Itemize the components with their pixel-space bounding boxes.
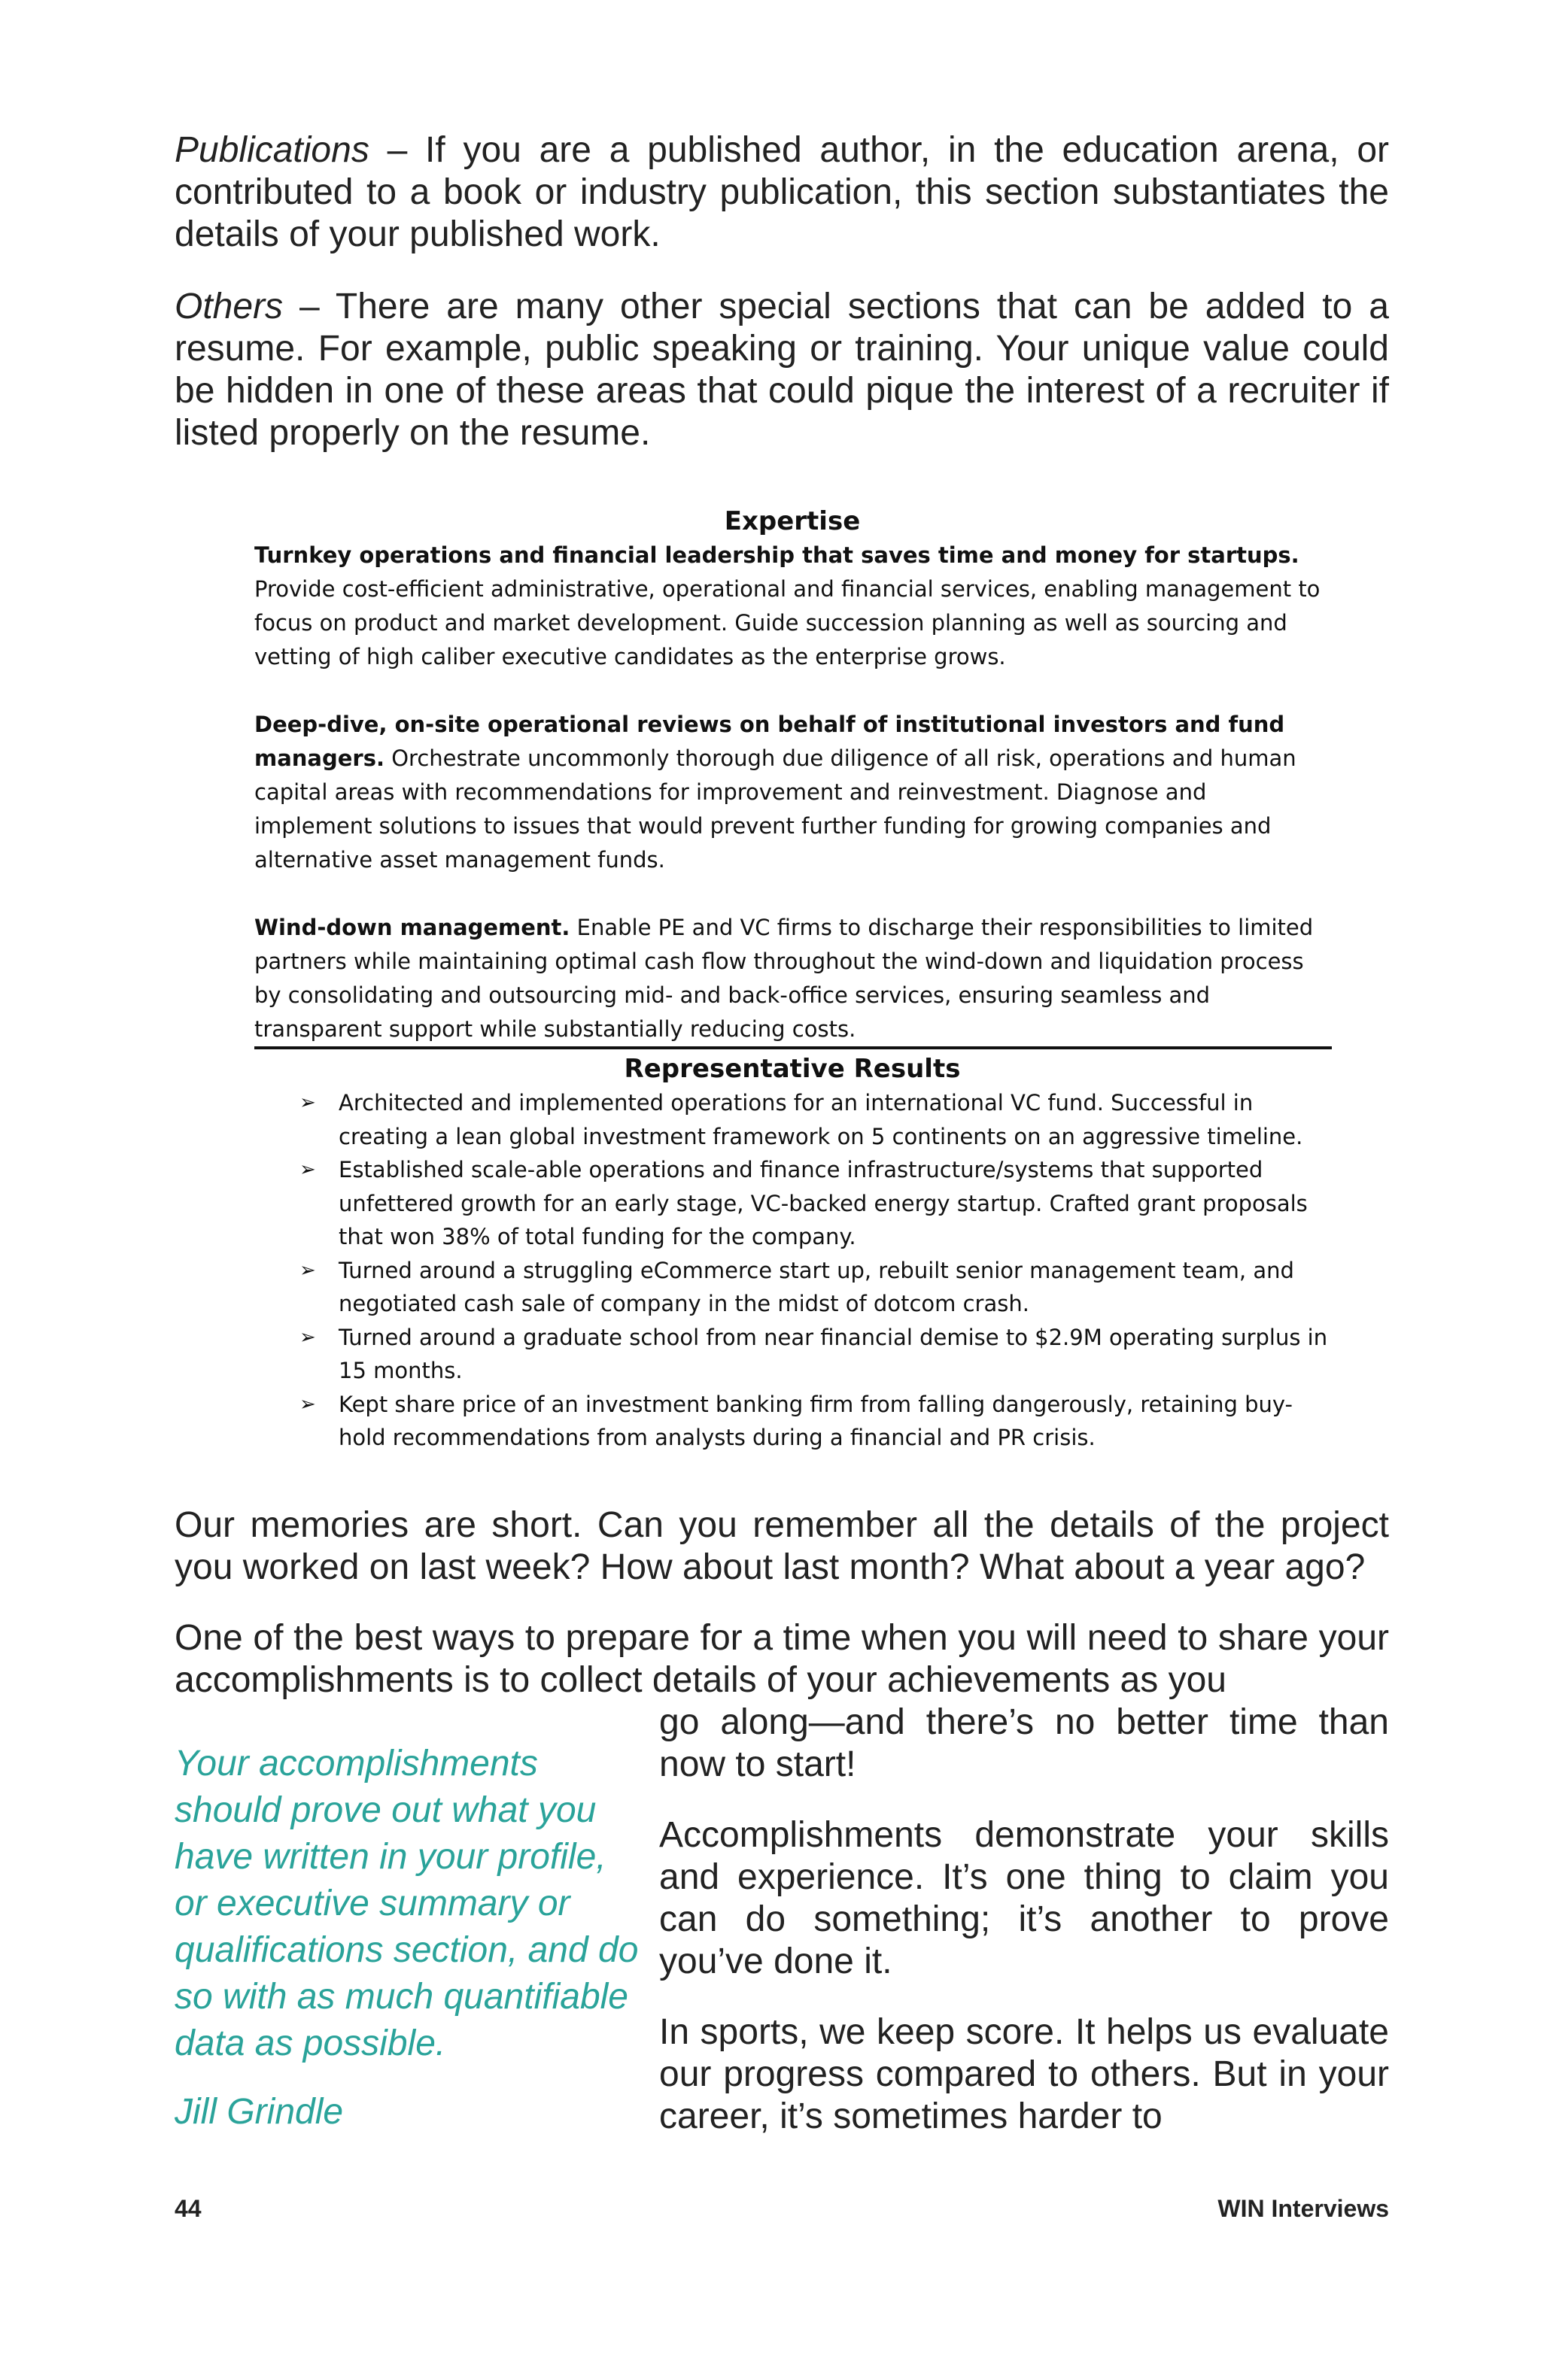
- result-item: [254, 1153, 1330, 1254]
- result-text: Kept share price of an investment banking firm from falling dangerously, retaining buy-hold recommendations from analysts during a financial and PR crisis.: [339, 1391, 1293, 1450]
- result-text: Established scale-able operations and finance infrastructure/systems that supported unfettered growth for an early stage, VC-backed energy startup. Crafted grant proposals that won 38% of total funding for the company.: [339, 1157, 1308, 1249]
- result-text: Architected and implemented operations for an international VC fund. Successful in creating a lean global investment framework on 5 continents on an aggressive timeline.: [339, 1090, 1303, 1149]
- expertise-item-text: Provide cost-efficient administrative, operational and financial services, enabling management to focus on product and market development. Guide succession planning as well as sourcing and vetting of high caliber executive candidates as the enterprise grows.: [254, 576, 1321, 669]
- publications-paragraph: [175, 129, 1389, 256]
- memories-paragraph: Our memories are short. Can you remember all the details of the project you worked on last week? How about last month? What about a year ago?: [175, 1505, 1389, 1587]
- page-number: 44: [175, 2195, 202, 2222]
- result-item: [254, 1086, 1330, 1153]
- publications-term: Publications: [175, 130, 369, 170]
- resume-sample-expertise: [254, 504, 1330, 1046]
- expertise-item-text: Orchestrate uncommonly thorough due diligence of all risk, operations and human capital areas with recommendations for improvement and reinvestment. Diagnose and implement solutions to issues that would prevent further funding for growing companies and alternative asset management funds.: [254, 745, 1296, 873]
- section-divider: [254, 1046, 1332, 1049]
- results-heading: Representative Results: [624, 1054, 961, 1084]
- expertise-item: [254, 708, 1330, 877]
- result-item: [254, 1254, 1330, 1321]
- book-title: WIN Interviews: [1217, 2195, 1389, 2222]
- result-text: Turned around a struggling eCommerce start up, rebuilt senior management team, and negotiated cash sale of company in the midst of dotcom crash.: [339, 1257, 1294, 1316]
- result-item: [254, 1388, 1330, 1455]
- arrow-bullet-icon: ➢: [299, 1258, 316, 1282]
- sports-paragraph: In sports, we keep score. It helps us evaluate our progress compared to others. But in your career, it’s sometimes harder to: [659, 2012, 1389, 2136]
- expertise-item-text: Enable PE and VC firms to discharge their responsibilities to limited partners while maintaining optimal cash flow throughout the wind-down and liquidation process by consolidating and outsourcing mid- and back-office services, ensuring seamless and transparent support while substantially reducing costs.: [254, 915, 1314, 1042]
- prepare-paragraph-continued: go along—and there’s no better time than now to start!: [659, 1702, 1389, 1784]
- others-paragraph: [175, 286, 1389, 454]
- arrow-bullet-icon: ➢: [299, 1091, 316, 1114]
- publications-text: – If you are a published author, in the education arena, or contributed to a book or industry publication, this section substantiates the details of your published work.: [175, 130, 1389, 254]
- expertise-item-lead: Wind-down management.: [254, 915, 570, 940]
- result-item: [254, 1321, 1330, 1388]
- others-term: Others: [175, 287, 284, 326]
- expertise-item: [254, 911, 1330, 1046]
- resume-sample-results: [254, 1052, 1330, 1455]
- arrow-bullet-icon: ➢: [299, 1325, 316, 1349]
- demonstrate-paragraph: Accomplishments demonstrate your skills and experience. It’s one thing to claim you can do something; it’s another to prove you’ve done it.: [659, 1815, 1389, 1981]
- expertise-item-lead: Turnkey operations and financial leadership that saves time and money for startups.: [254, 542, 1299, 568]
- arrow-bullet-icon: ➢: [299, 1392, 316, 1416]
- expertise-heading: Expertise: [724, 506, 861, 536]
- expertise-item-lead: Deep-dive, on-site operational reviews on behalf of institutional investors and fund managers.: [254, 712, 1285, 771]
- expertise-item: [254, 539, 1330, 674]
- result-text: Turned around a graduate school from near financial demise to $2.9M operating surplus in 15 months.: [339, 1324, 1328, 1383]
- pull-quote: Your accomplishments should prove out what you have written in your profile, or executive summary or qualifications section, and do so with as much quantifiable data as possible.: [175, 1744, 639, 2063]
- others-text: – There are many other special sections that can be added to a resume. For example, public speaking or training. Your unique value could be hidden in one of these areas that could pique the interest of a recruiter if listed properly on the resume.: [175, 287, 1389, 453]
- prepare-paragraph: One of the best ways to prepare for a time when you will need to share your accomplishments is to collect details of your achievements as you: [175, 1618, 1389, 1700]
- results-list: [254, 1086, 1330, 1455]
- arrow-bullet-icon: ➢: [299, 1158, 316, 1181]
- pull-quote-author: Jill Grindle: [175, 2092, 344, 2132]
